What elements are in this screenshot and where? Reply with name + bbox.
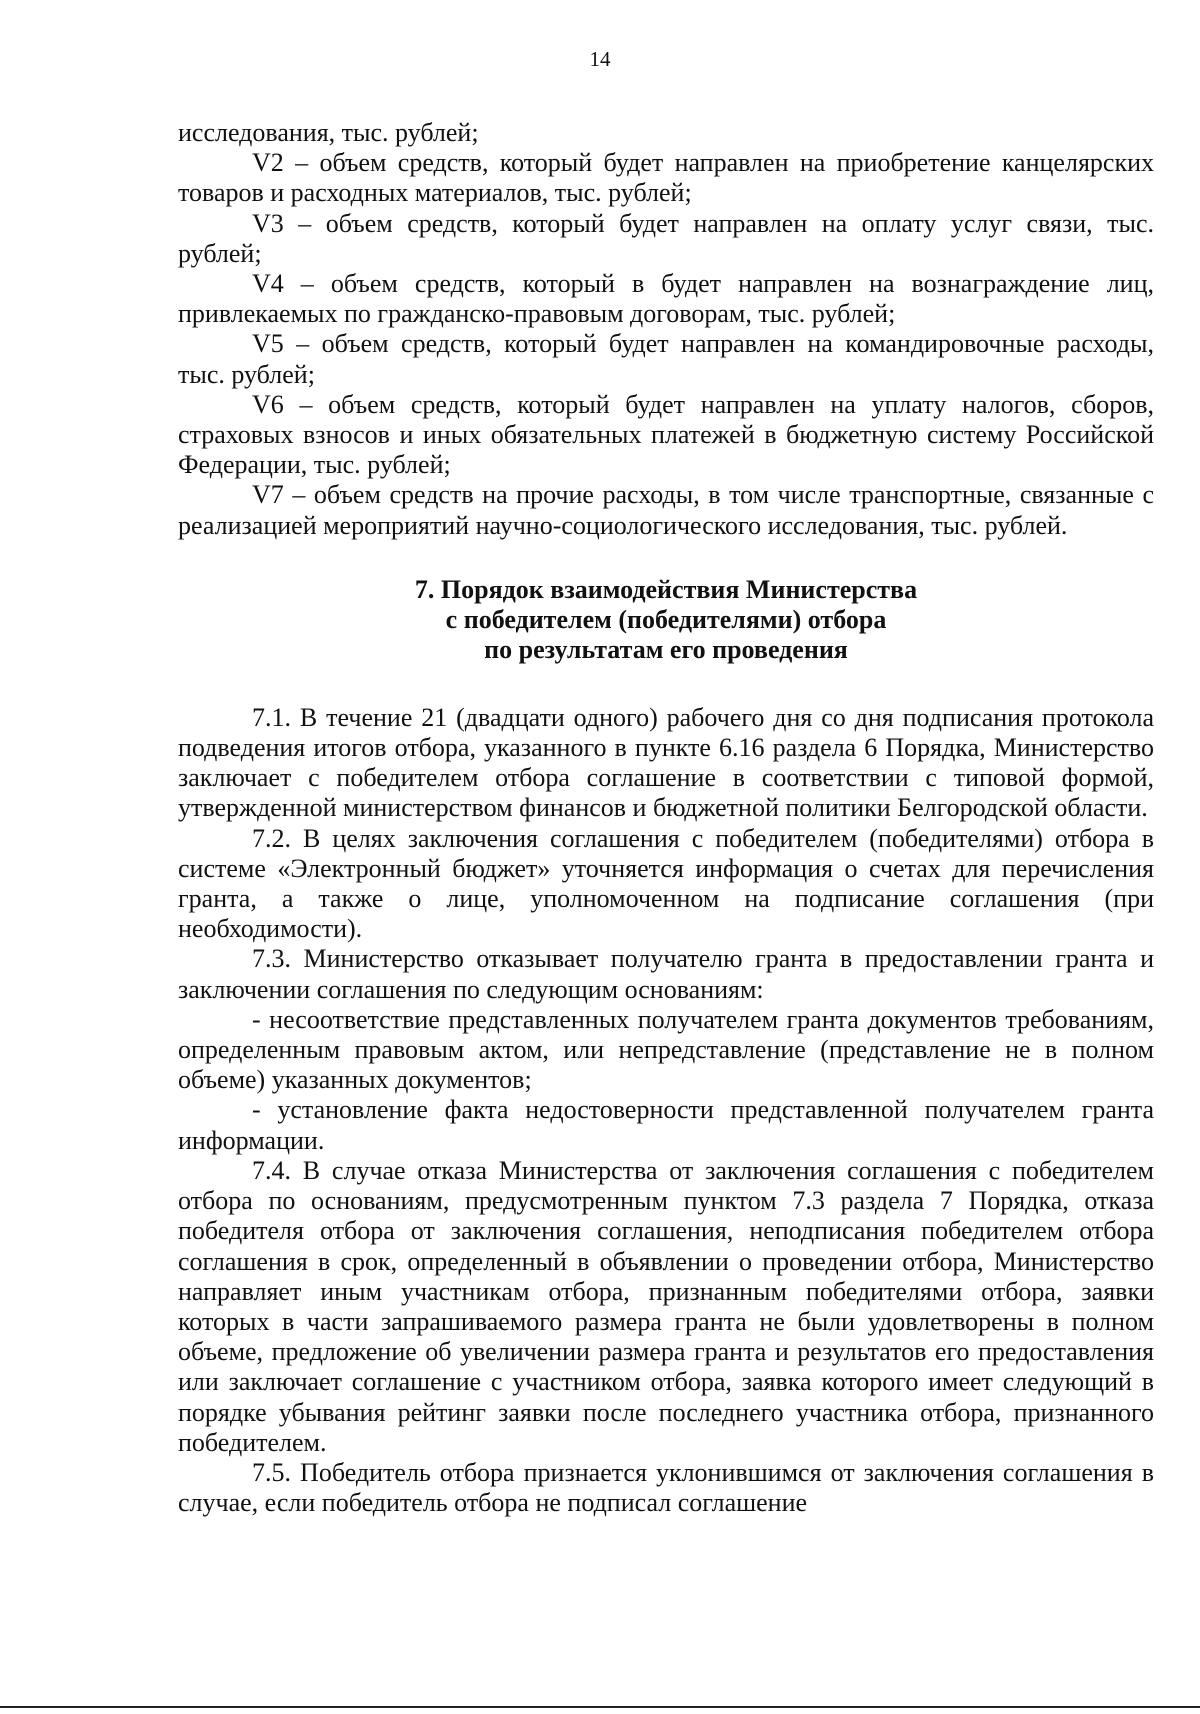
section-heading-line: по результатам его проведения	[484, 634, 848, 664]
paragraph-v6: V6 – объем средств, который будет направлен на уплату налогов, сборов, страховых взносов и иных обязательных платежей в бюджетную систему Российской Федерации, тыс. рублей;	[178, 389, 1154, 480]
paragraph-7-2: 7.2. В целях заключения соглашения с победителем (победителями) отбора в системе «Электронный бюджет» уточняется информация о счетах для перечисления гранта, а также о лице, уполномоченном на подписание соглашения (при необходимости).	[178, 823, 1154, 944]
scan-bottom-edge	[0, 1706, 1200, 1708]
section-heading-line: 7. Порядок взаимодействия Министерства	[414, 574, 918, 604]
section-7-body	[178, 703, 1154, 1518]
list-item-ground-2: - установление факта недостоверности представленной получателем гранта информации.	[178, 1095, 1154, 1155]
paragraph: исследования, тыс. рублей;	[178, 118, 479, 147]
formula-variables-list	[178, 118, 1154, 541]
paragraph-7-1: 7.1. В течение 21 (двадцати одного) рабочего дня со дня подписания протокола подведения итогов отбора, указанного в пункте 6.16 раздела 6 Порядка, Министерство заключает с победителем отбора соглашение в соответствии с типовой формой, утвержденной министерством финансов и бюджетной политики Белгородской области.	[178, 702, 1154, 823]
paragraph-v3: V3 – объем средств, который будет направлен на оплату услуг связи, тыс. рублей;	[178, 208, 1154, 268]
document-body	[178, 118, 1154, 1518]
paragraph-v2: V2 – объем средств, который будет направлен на приобретение канцелярских товаров и расходных материалов, тыс. рублей;	[178, 148, 1154, 208]
section-heading-line: с победителем (победителями) отбора	[445, 604, 887, 634]
paragraph-v4: V4 – объем средств, который в будет направлен на вознаграждение лиц, привлекаемых по гражданско-правовым договорам, тыс. рублей;	[178, 269, 1154, 329]
paragraph-7-3: 7.3. Министерство отказывает получателю гранта в предоставлении гранта и заключении соглашения по следующим основаниям:	[178, 944, 1154, 1004]
page-number: 14	[589, 47, 611, 71]
list-item-ground-1: - несоответствие представленных получателем гранта документов требованиям, определенным правовым актом, или непредставление (представление не в полном объеме) указанных документов;	[178, 1004, 1154, 1095]
paragraph-7-5: 7.5. Победитель отбора признается уклонившимся от заключения соглашения в случае, если победитель отбора не подписал соглашение	[178, 1457, 1154, 1518]
paragraph-v5: V5 – объем средств, который будет направлен на командировочные расходы, тыс. рублей;	[178, 329, 1154, 389]
paragraph-7-4: 7.4. В случае отказа Министерства от заключения соглашения с победителем отбора по основаниям, предусмотренным пунктом 7.3 раздела 7 Порядка, отказа победителя отбора от заключения соглашения, неподписания победителем отбора соглашения в срок, определенный в объявлении о проведении отбора, Министерство направляет иным участникам отбора, признанным победителями отбора, заявки которых в части запрашиваемого размера гранта не были удовлетворены в полном объеме, предложение об увеличении размера гранта и результатов его предоставления или заключает соглашение с участником отбора, заявка которого имеет следующий в порядке убывания рейтинг заявки после последнего участника отбора, признанного победителем.	[178, 1155, 1154, 1457]
paragraph-v7: V7 – объем средств на прочие расходы, в том числе транспортные, связанные с реализацией мероприятий научно-социологического исследования, тыс. рублей.	[178, 480, 1154, 540]
section-heading	[178, 575, 1154, 665]
